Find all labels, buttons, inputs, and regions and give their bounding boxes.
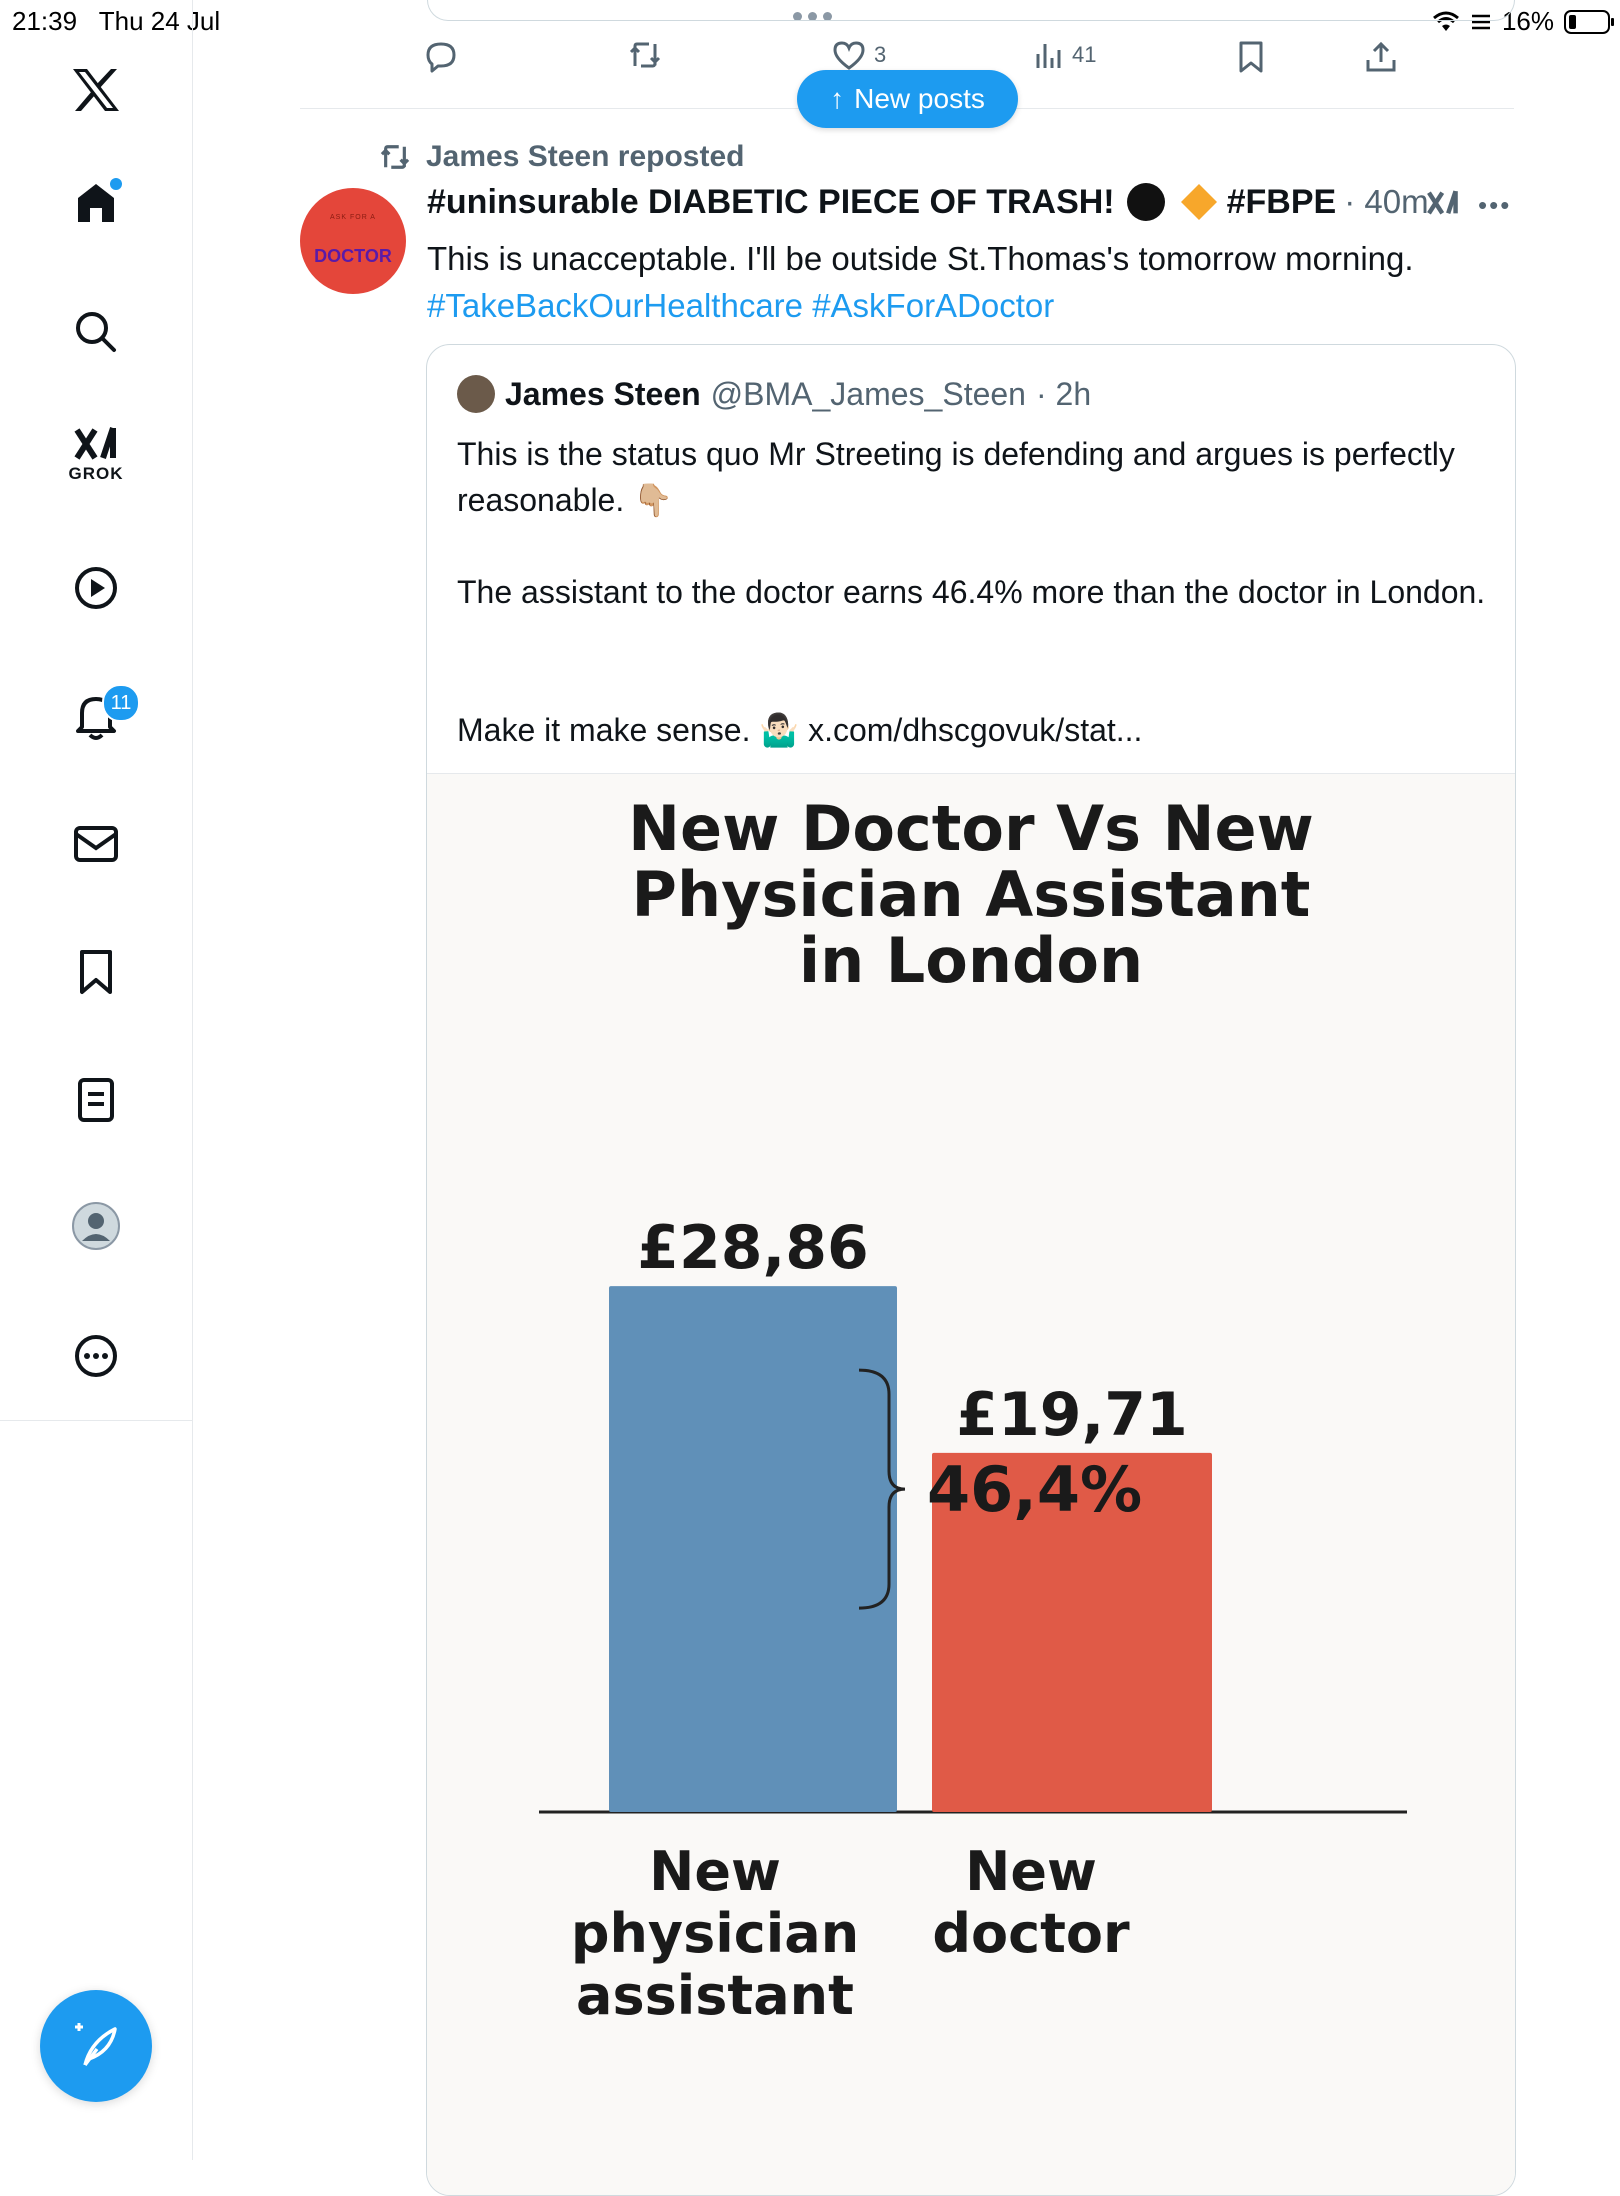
quoted-post[interactable] [426, 344, 1516, 2196]
repost-indicator [378, 140, 744, 174]
grok-icon[interactable] [50, 408, 142, 500]
battery-percent: 16% [1501, 6, 1554, 36]
quoted-author-avatar [457, 375, 495, 413]
notifications-badge: 11 [102, 684, 140, 722]
chart-category-label: New [965, 1840, 1097, 1903]
profile-avatar-icon[interactable] [50, 1180, 142, 1272]
chart-image[interactable] [427, 773, 1515, 2196]
compose-button[interactable] [40, 1990, 152, 2102]
grok-label: GROK [68, 464, 124, 483]
views-button[interactable] [1034, 40, 1096, 70]
post-text: This is unacceptable. I'll be outside St.Thomas's tomorrow morning. [427, 240, 1414, 277]
lists-icon[interactable] [50, 1054, 142, 1146]
repost-button[interactable] [627, 40, 663, 70]
quoted-author-handle: @BMA_James_Steen [710, 375, 1026, 412]
avatar[interactable] [300, 188, 406, 294]
chart-title-line: Physician Assistant [631, 858, 1311, 931]
home-icon[interactable] [50, 156, 142, 248]
chart-value-label: £28,86 [637, 1213, 869, 1284]
quoted-post-header [457, 375, 1091, 413]
reply-button[interactable] [424, 40, 458, 74]
repost-label[interactable]: James Steen reposted [426, 140, 745, 173]
chart-title-line: in London [798, 924, 1144, 997]
quoted-text-line-3 [457, 707, 1487, 753]
new-posts-label: New posts [854, 83, 985, 114]
avatar-big-text: DOCTOR [314, 246, 392, 266]
repost-icon [627, 40, 663, 70]
bookmark-icon [1237, 40, 1265, 74]
chart-category-label: physician [570, 1902, 860, 1965]
bar-chart [427, 774, 1515, 2196]
black-circle-icon [1127, 183, 1165, 221]
post-hashtags[interactable]: #TakeBackOurHealthcare #AskForADoctor [427, 287, 1055, 324]
previous-post-media [427, 0, 1515, 21]
post-more-icon[interactable]: ••• [1478, 190, 1512, 220]
x-logo-icon[interactable] [50, 44, 142, 136]
video-icon[interactable] [50, 542, 142, 634]
share-button[interactable] [1364, 40, 1398, 74]
status-date: Thu 24 Jul [98, 6, 221, 36]
chart-annotation: 46,4% [927, 1453, 1143, 1527]
like-button[interactable] [832, 40, 886, 70]
chart-category-label: New [649, 1840, 781, 1903]
like-count: 3 [874, 42, 887, 67]
share-icon [1364, 40, 1398, 74]
views-icon [1034, 40, 1064, 70]
quoted-text-line-1: This is the status quo Mr Streeting is defending and argues is perfectly reasonable. 👇🏼 [457, 436, 1455, 518]
messages-icon[interactable] [50, 798, 142, 890]
reply-icon [424, 40, 458, 74]
status-time: 21:39 [12, 6, 78, 36]
views-count: 41 [1072, 42, 1097, 67]
compose-icon [71, 2021, 121, 2071]
chart-value-label: £19,71 [956, 1379, 1188, 1450]
battery-icon [1564, 10, 1610, 34]
author-suffix[interactable]: #FBPE [1226, 182, 1337, 221]
avatar-small-text: ASK FOR A [330, 214, 376, 221]
bookmark-button[interactable] [1237, 40, 1265, 74]
chart-bar [609, 1286, 897, 1812]
quoted-text-line-3-body: Make it make sense. 🤷🏻‍♂️ [457, 712, 800, 748]
orange-diamond-icon [1179, 182, 1219, 222]
quoted-link[interactable]: x.com/dhscgovuk/stat... [808, 712, 1143, 748]
post-time[interactable]: · 40m [1344, 183, 1429, 220]
quoted-text-line-2: The assistant to the doctor earns 46.4% more than the doctor in London. [457, 574, 1486, 610]
post-header [427, 182, 1429, 222]
more-icon[interactable] [50, 1310, 142, 1402]
repost-icon [378, 143, 412, 171]
quoted-post-time: · 2h [1035, 375, 1092, 412]
new-posts-button[interactable] [797, 70, 1018, 128]
search-icon[interactable] [50, 286, 142, 378]
bookmarks-icon[interactable] [50, 926, 142, 1018]
grok-icon[interactable] [1426, 186, 1460, 225]
chart-category-label: doctor [932, 1902, 1130, 1965]
chart-category-label: assistant [576, 1964, 854, 2027]
chart-title-line: New Doctor Vs New [628, 792, 1314, 865]
author-name[interactable]: #uninsurable DIABETIC PIECE OF TRASH! [427, 182, 1115, 221]
like-icon [832, 40, 866, 70]
sidebar-divider [0, 1420, 192, 1421]
quoted-author-name: James Steen [505, 375, 701, 412]
arrow-up-icon: ↑ [830, 83, 845, 114]
